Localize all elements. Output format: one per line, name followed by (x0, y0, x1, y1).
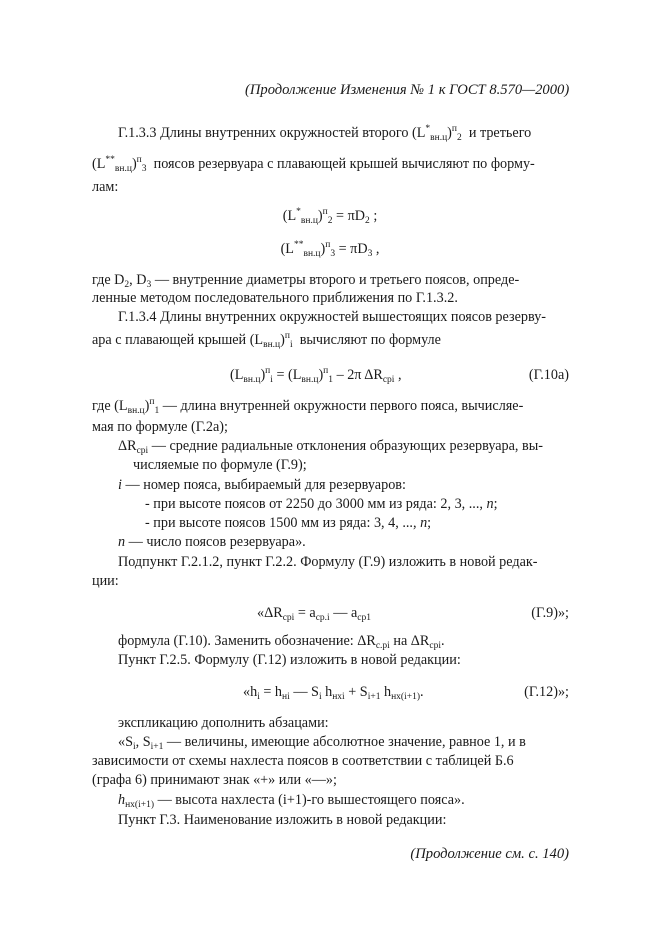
formula-f1: $(L^*_{вн.ц})^п_2 = \pi D_2$ ; (282, 207, 378, 226)
formula-f2: $(L^{**}_{вн.ц})^п_3 = \pi D_3$ , (280, 240, 380, 259)
paragraph-line: Подпункт Г.2.1.2, пункт Г.2.2. Формулу (Г.9) изложить в новой редак- (118, 554, 538, 570)
paragraph-line: n — число поясов резервуара». (118, 534, 306, 550)
formula-f4: «$\Delta R_{срi} = a_{ср.i}$ — $a_{ср1}$ (257, 605, 371, 623)
paragraph-line: числяемые по формуле (Г.9); (133, 457, 307, 473)
formula-f3: $(L_{вн.ц})^п_i = (L_{вн.ц})^п_1 - 2\pi$ $\Delta R_{срi}$ , (230, 366, 402, 385)
paragraph-line: - при высоте поясов 1500 мм из ряда: 3, 4, ..., n; (145, 515, 432, 531)
paragraph-line: ара с плавающей крышей $(L_{вн.ц})^п_i$ вычисляют по формуле (92, 331, 441, 350)
paragraph-line: ции: (92, 573, 119, 589)
paragraph-line: где $(L_{вн.ц})^п_1$ — длина внутренней окружности первого пояса, вычисляе- (92, 397, 524, 416)
page-header: (Продолжение Изменения № 1 к ГОСТ 8.570—2000) (245, 82, 570, 98)
paragraph-line: ленные методом последовательного приближения по Г.1.3.2. (92, 290, 458, 306)
paragraph-line: $(L^{**}_{вн.ц})^п_3$ поясов резервуара с плавающей крышей вычисляют по форму- (92, 155, 535, 174)
paragraph-line: мая по формуле (Г.2а); (92, 419, 228, 435)
paragraph-line: экспликацию дополнить абзацами: (118, 715, 329, 731)
paragraph-line: «$S_i$, $S_{i+1}$ — величины, имеющие абсолютное значение, равное 1, и в (118, 734, 526, 752)
paragraph-line: i — номер пояса, выбираемый для резервуаров: (118, 477, 406, 493)
paragraph-line: $\Delta R_{срi}$ — средние радиальные отклонения образующих резервуара, вы- (118, 438, 543, 456)
paragraph-line: Г.1.3.4 Длины внутренних окружностей вышестоящих поясов резерву- (118, 309, 547, 325)
paragraph-line: где $D_2$, $D_3$ — внутренние диаметры второго и третьего поясов, опреде- (92, 272, 520, 290)
paragraph-line: Пункт Г.3. Наименование изложить в новой редакции: (118, 812, 447, 828)
paragraph-line: зависимости от схемы нахлеста поясов в соответствии с таблицей Б.6 (92, 753, 514, 769)
formula-f5: «$h_i = h_{нi}$ — $S_i$ $h_{нхi} + S_{i+1}$ $h_{нх(i+1)}$. (243, 684, 424, 702)
paragraph-line: Г.1.3.3 Длины внутренних окружностей второго $(L^*_{вн.ц})^п_2$ и третьего (118, 124, 532, 143)
paragraph-line: (графа 6) принимают знак «+» или «—»; (92, 772, 337, 788)
formula-f4-number: (Г.9)»; (531, 605, 569, 621)
paragraph-line: - при высоте поясов от 2250 до 3000 мм из ряда: 2, 3, ..., n; (145, 496, 498, 512)
page-footer: (Продолжение см. с. 140) (410, 846, 569, 862)
paragraph-line: формула (Г.10). Заменить обозначение: $\Delta R_{c.pi}$ на $\Delta R_{cpi}$. (118, 633, 445, 651)
paragraph-line: лам: (92, 179, 119, 195)
formula-f3-number: (Г.10а) (528, 367, 569, 383)
formula-f5-number: (Г.12)»; (524, 684, 569, 700)
paragraph-line: Пункт Г.2.5. Формулу (Г.12) изложить в новой редакции: (118, 652, 461, 668)
paragraph-line: $h_{нх(i+1)}$ — высота нахлеста (i+1)-го вышестоящего пояса». (118, 792, 465, 810)
